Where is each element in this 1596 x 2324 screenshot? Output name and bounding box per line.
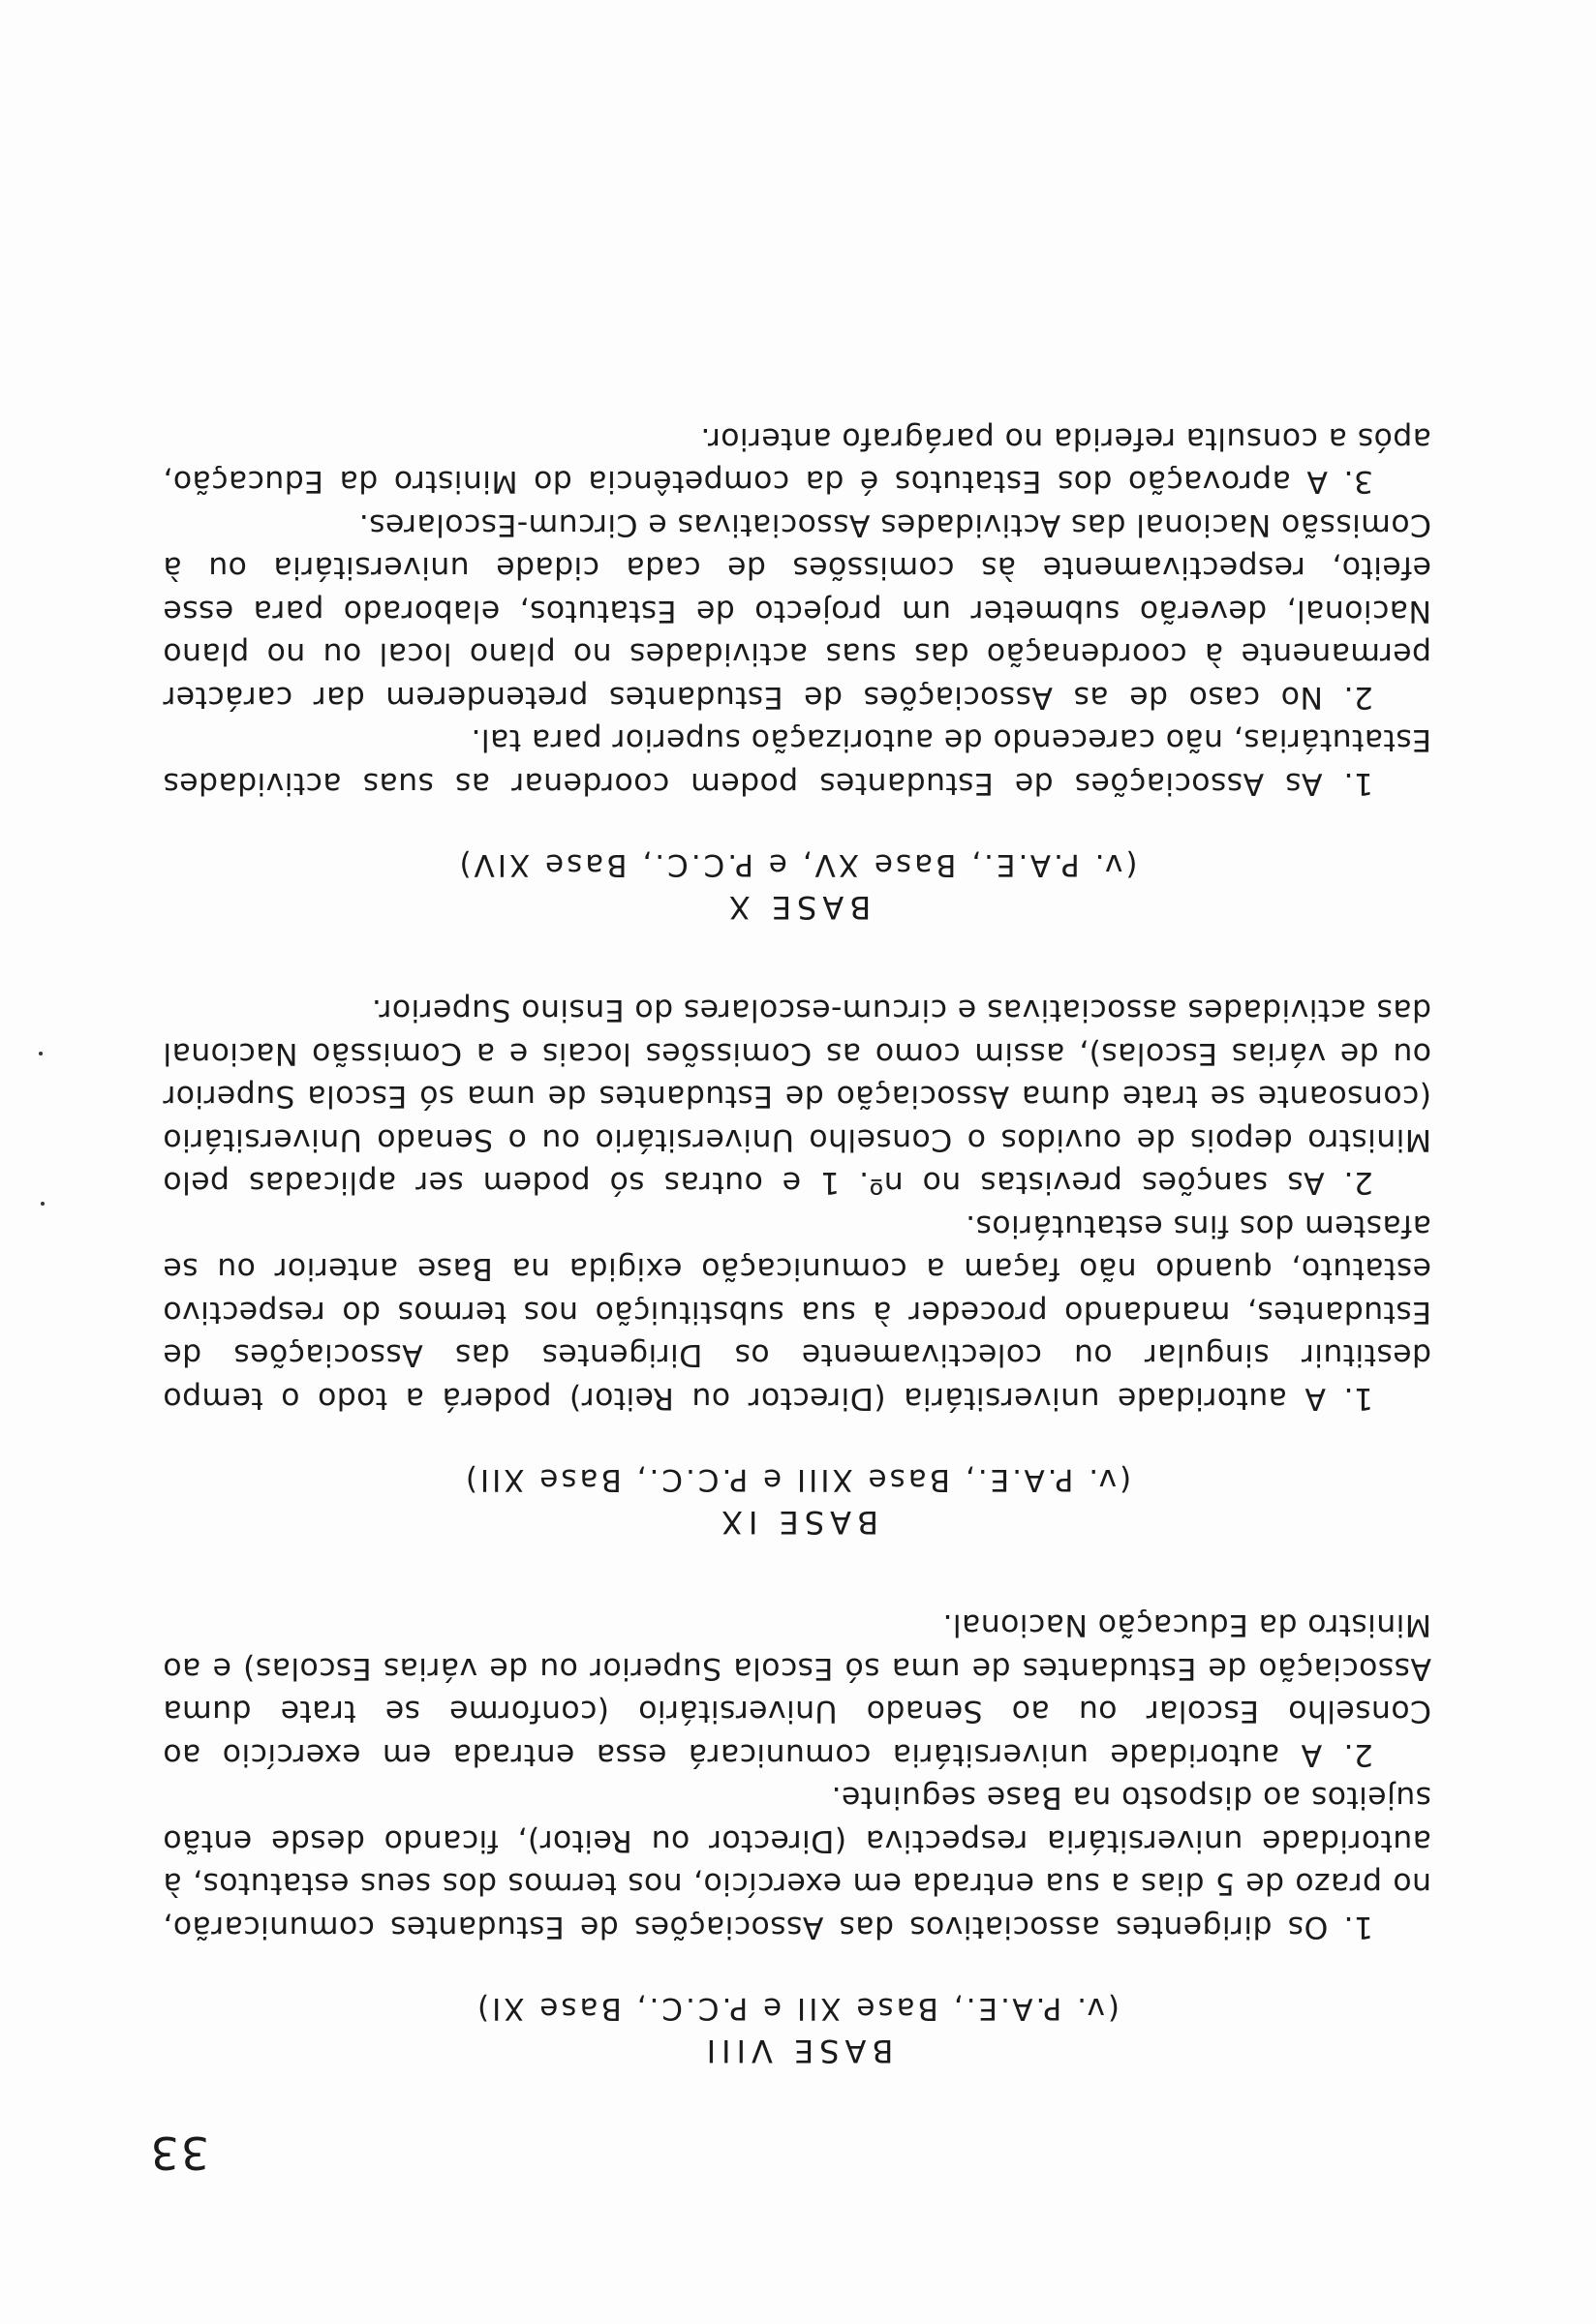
- paragraph: 2. As sanções previstas no nº. 1 e outras só podem ser aplicadas pelo Ministro depois de ouvidos o Conselho Universitário ou o Senado Universitário (consoante se trate duma Associação de Estudantes de uma só Escola Superior ou de várias Escolas), assim como as Comissões locais e a Comissão Nacional das actividades associativas e circum-escolares do Ensino Superior.: [163, 993, 1431, 1201]
- base-viii-section: [163, 1604, 1431, 2072]
- paragraph: 2. A autoridade universitária comunicará essa entrada em exercício ao Conselho Escolar ou ao Senado Universitário (conforme se trate duma Associação de Estudantes de uma só Escola Superior ou de várias Escolas) e ao Ministro da Educação Nacional.: [163, 1607, 1431, 1772]
- scan-speck: [39, 1052, 43, 1055]
- paragraph: 3. A aprovação dos Estatutos é da competência do Ministro da Educação, após a consulta referida no parágrafo anterior.: [163, 421, 1431, 500]
- base-ix-section: [163, 989, 1431, 1544]
- document-body: [163, 357, 1431, 2170]
- scan-speck: [41, 1202, 45, 1206]
- section-reference: (v. P.A.E., Base XIII e P.C.C., Base XII): [462, 1462, 1132, 1497]
- base-x-section: [163, 417, 1431, 930]
- page-number: 33: [148, 2126, 209, 2179]
- paragraph: 1. Os dirigentes associativos das Associações de Estudantes comunicarão, no prazo de 5 dias a sua entrada em exercício, nos termos dos seus estatutos, à autoridade universitária respectiva (Director ou Reitor), ficando desde então sujeitos ao disposto na Base seguinte.: [163, 1780, 1431, 1944]
- paragraph: 1. As Associações de Estudantes podem coordenar as suas actividades Estatutárias, não carecendo de autorização superior para tal.: [163, 722, 1431, 801]
- section-heading: BASE IX: [716, 1504, 878, 1541]
- section-reference: (v. P.A.E., Base XII e P.C.C., Base XI): [475, 1991, 1120, 2026]
- paragraph: 1. A autoridade universitária (Director ou Reitor) poderá a todo o tempo destituir singular ou colectivamente os Dirigentes das Associações de Estudantes, mandando proceder à sua substituição nos termos do respectivo estatuto, quando não façam a comunicação exigida na Base anterior ou se afastem dos fins estatutários.: [163, 1208, 1431, 1416]
- section-heading: BASE VIII: [700, 2033, 894, 2069]
- section-reference: (v. P.A.E., Base XV, e P.C.C., Base XIV): [456, 847, 1138, 882]
- section-heading: BASE X: [722, 889, 872, 926]
- paragraph: 2. No caso de as Associações de Estudantes pretenderem dar carácter permanente à coordenação das suas actividades no plano local ou no plano Nacional, deverão submeter um projecto de Estatutos, elaborado para esse efeito, respectivamente às comissões de cada cidade universitária ou à Comissão Nacional das Actividades Associativas e Circum-Escolares.: [163, 507, 1431, 715]
